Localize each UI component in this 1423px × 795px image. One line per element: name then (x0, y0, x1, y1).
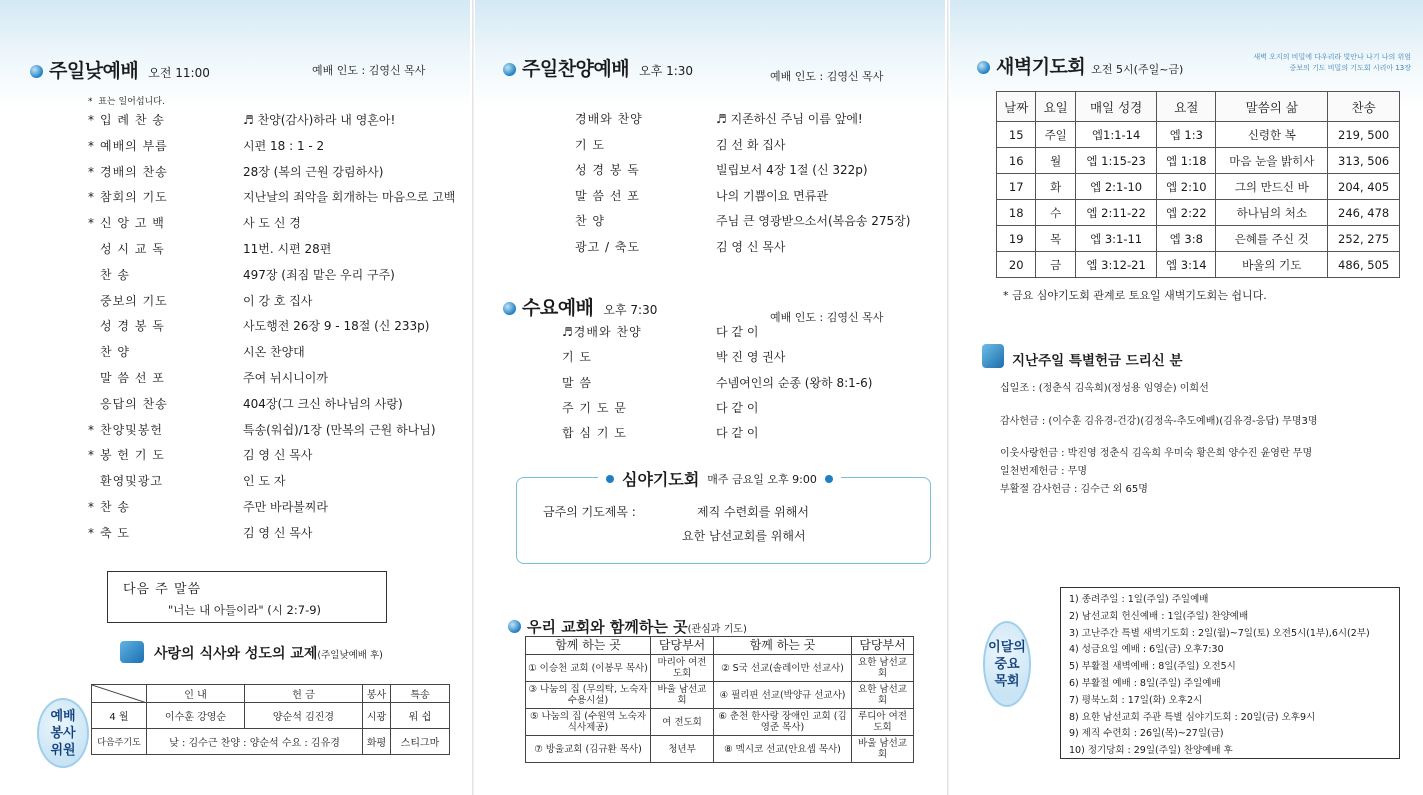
dawn-header-row: 날짜 요일 매일 성경 요절 말씀의 삶 찬송 (997, 92, 1400, 122)
grapes-icon (982, 344, 1004, 368)
standing-mark: * (88, 138, 94, 153)
order-label: 기 도 (562, 350, 592, 365)
order-value: 시편 18 : 1 - 2 (243, 138, 325, 153)
order-label: 예배의 부름 (100, 138, 168, 153)
order-value: 빌립보서 4장 1절 (신 322p) (716, 163, 868, 177)
partner-row (526, 655, 914, 682)
order-label: 중보의 기도 (100, 293, 168, 308)
order-label: 광고 / 축도 (575, 239, 641, 254)
bullet-icon (30, 65, 43, 78)
monthly-event-item: 6) 부활절 예배 : 8일(주일) 주일예배 (1069, 678, 1221, 689)
standing-mark: * (88, 525, 94, 540)
order-value: 사 도 신 경 (243, 216, 301, 231)
monthly-events-box (1060, 587, 1400, 759)
order-value: 404장(그 크신 하나님의 사랑) (243, 396, 403, 411)
order-label: 찬 송 (100, 500, 130, 514)
monthly-event-item: 7) 평북노회 : 17일(화) 오후2시 (1069, 694, 1203, 706)
order-label: 찬양및봉헌 (100, 422, 163, 437)
header-verse: 새벽 오지의 비밀에 다우리라 빛안나 나기 나의 위엄 중보의 기도 비밀의 기도회 시리아 13장 (1253, 53, 1411, 72)
order-value: 나의 기쁨이요 면류관 (716, 188, 828, 203)
servants-row: 4 월 이수훈 강영순 양순석 김진경 시광 워 쉽 (92, 703, 450, 729)
partner-row (526, 736, 914, 763)
servants-table (91, 684, 450, 755)
order-item (0, 423, 759, 443)
standing-mark: * (88, 448, 94, 463)
night-prayer-box: 금주의 기도제목 : 제직 수련회를 위해서 요한 남선교회를 위해서 (516, 477, 931, 564)
partner-cell: ④ 필리핀 선교(박양규 선교사) (714, 682, 852, 709)
dawn-cell: 486, 505 (1328, 252, 1400, 278)
order-value: 인 도 자 (243, 474, 286, 489)
order-value: 박 진 영 권사 (716, 350, 786, 365)
order-label: 주 기 도 문 (562, 400, 627, 415)
dawn-row (997, 226, 1400, 252)
partner-cell: ① 이승천 교회 (이봉무 목사) (526, 655, 651, 682)
order-item (0, 445, 470, 465)
servants-header-row: 인 내 헌 금 봉사 특송 (92, 685, 450, 703)
bullet-icon (503, 302, 516, 315)
standing-mark: * (88, 500, 94, 514)
header-wash-left (0, 0, 470, 110)
order-value: 주만 바라볼찌라 (243, 500, 328, 514)
dawn-cell: 엡 1:3 (1157, 122, 1216, 148)
dawn-cell: 엡 3:14 (1157, 252, 1216, 278)
order-label: 성 경 봉 독 (575, 163, 640, 177)
dawn-row (997, 122, 1400, 148)
partner-cell: ② S국 선교(솔레이만 선교사) (714, 655, 852, 682)
servants-row: 다음주기도 낮 : 김수근 찬양 : 양순석 수요 : 김유경 화평 스티그마 (92, 729, 450, 755)
offering-line: 십일조 : (정춘식 김옥희)(정성용 임영순) 이희선 (1000, 383, 1209, 394)
sunday-service-heading: 주일낮예배 오전 11:00 (30, 56, 210, 83)
order-item (0, 186, 828, 206)
dawn-cell: 수 (1036, 200, 1075, 226)
worship-servants-label: 예배 봉사 위원 (37, 698, 89, 768)
order-item (0, 322, 759, 342)
dawn-cell: 20 (997, 252, 1036, 278)
monthly-event-item: 8) 요한 남선교회 주관 특별 심야기도회 : 20일(금) 오후9시 (1069, 711, 1316, 723)
dawn-cell: 마음 눈을 밝히사 (1216, 148, 1328, 174)
partner-cell: 요한 남선교회 (852, 655, 914, 682)
diagonal-cell (92, 685, 147, 703)
dawn-cell: 엡 3:8 (1157, 226, 1216, 252)
order-label: 말 씀 선 포 (575, 188, 640, 203)
offering-line: 일천번제헌금 : 무명 (1000, 466, 1088, 477)
order-label: 찬 송 (100, 267, 130, 282)
order-label: 찬 양 (575, 214, 605, 228)
next-week-label: 다음 주 말씀 (123, 582, 202, 597)
partner-churches-heading: 우리 교회와 함께하는 곳 (관심과 기도) (508, 616, 747, 637)
bullet-icon (977, 61, 990, 74)
order-value: 사도행전 26장 9 - 18절 (신 233p) (243, 319, 430, 334)
dawn-cell: 그의 만드신 바 (1216, 174, 1328, 200)
next-week-verse: "너는 내 아들이라" (시 2:7-9) (168, 603, 322, 617)
partner-header-row: 함께 하는 곳 담당부서 함께 하는 곳 담당부서 (526, 637, 914, 655)
partner-cell: ③ 나눔의 집 (무의탁, 노숙자 수용시설) (526, 682, 651, 709)
partner-row (526, 682, 914, 709)
order-value: 28장 (복의 근원 강림하사) (243, 164, 384, 179)
dawn-prayer-heading: 새벽기도회 오전 5시(주일~금) (977, 52, 1183, 79)
partner-cell: 요한 남선교회 (852, 682, 914, 709)
service-leader: 예배 인도 : 김영신 목사 (770, 311, 884, 324)
order-value: 이 강 호 집사 (243, 293, 313, 308)
bullet-icon (503, 63, 516, 76)
order-value: 지난날의 죄악을 회개하는 마음으로 고백 (243, 190, 456, 205)
monthly-event-item: 2) 남선교회 헌신예배 : 1일(주일) 찬양예배 (1069, 610, 1249, 622)
dawn-cell: 금 (1036, 252, 1075, 278)
monthly-event-item: 9) 제직 수련회 : 26일(목)~27일(금) (1069, 728, 1224, 740)
dawn-cell: 219, 500 (1328, 122, 1400, 148)
monthly-event-item: 3) 고난주간 특별 새벽기도회 : 2일(월)~7일(토) 오전5시(1부),6시(2부) (1069, 627, 1370, 639)
bullet-icon (508, 620, 521, 633)
dawn-cell: 16 (997, 148, 1036, 174)
order-value: 수넴여인의 순종 (왕하 8:1-6) (716, 375, 873, 390)
order-label: 참회의 기도 (100, 190, 168, 205)
partner-cell: 여 전도회 (651, 709, 714, 736)
partner-cell: ⑦ 방울교회 (김규환 목사) (526, 736, 651, 763)
partner-cell: 루디아 여전도회 (852, 709, 914, 736)
order-label: 입 례 찬 송 (100, 113, 165, 127)
bullet-icon (825, 475, 833, 483)
dawn-cell: 252, 275 (1328, 226, 1400, 252)
standing-note: * 표는 일어섭니다. (88, 97, 165, 107)
dawn-note: * 금요 심야기도회 관계로 토요일 새벽기도회는 쉽니다. (1003, 289, 1267, 302)
dawn-row (997, 174, 1400, 200)
offering-line: 이웃사랑헌금 : 박진영 정춘식 김옥희 우미숙 황은희 양수진 윤영란 무명 (1000, 448, 1313, 459)
order-value: ♬ 찬양(감사)하라 내 영혼아! (243, 113, 396, 127)
dawn-cell: 엡1:1-14 (1075, 122, 1156, 148)
standing-mark: * (88, 216, 94, 231)
wednesday-service-heading: 수요예배 오후 7:30 (503, 293, 657, 320)
order-item (0, 135, 786, 155)
standing-mark: * (88, 422, 94, 437)
dawn-cell: 엡 2:10 (1157, 174, 1216, 200)
order-label: 신 앙 고 백 (100, 216, 165, 231)
standing-mark: * (88, 190, 94, 205)
dawn-cell: 목 (1036, 226, 1075, 252)
order-label: 경배의 찬송 (100, 164, 168, 179)
dawn-cell: 19 (997, 226, 1036, 252)
order-item (0, 398, 759, 418)
order-item (0, 347, 786, 367)
dawn-cell: 17 (997, 174, 1036, 200)
dawn-cell: 246, 478 (1328, 200, 1400, 226)
order-item (0, 523, 470, 543)
order-item (0, 291, 470, 311)
service-leader: 예배 인도 : 김영신 목사 (770, 70, 884, 83)
partner-row (526, 709, 914, 736)
offering-heading: 지난주일 특별헌금 드리신 분 (1012, 353, 1183, 369)
order-item (0, 497, 470, 517)
order-label: ♬경배와 찬양 (562, 325, 642, 339)
praise-service-heading: 주일찬양예배 오후 1:30 (503, 54, 693, 81)
order-value: 김 영 신 목사 (243, 525, 313, 540)
order-item (0, 109, 863, 129)
dawn-cell: 은혜를 주신 것 (1216, 226, 1328, 252)
order-item (0, 237, 786, 257)
order-value: 다 같 이 (716, 426, 759, 441)
partner-table-body (526, 655, 914, 763)
order-item (0, 211, 911, 231)
order-label: 봉 헌 기 도 (100, 448, 165, 463)
dawn-cell: 15 (997, 122, 1036, 148)
dawn-table-body (997, 122, 1400, 278)
partner-cell: 청년부 (651, 736, 714, 763)
order-label: 기 도 (575, 137, 605, 152)
order-label: 합 심 기 도 (562, 426, 627, 441)
order-value: 특송(워쉽)/1장 (만복의 근원 하나님) (243, 422, 436, 437)
partner-churches-table (525, 636, 914, 763)
dawn-row (997, 252, 1400, 278)
monthly-event-item: 5) 부활절 새벽예배 : 8일(주일) 오전5시 (1069, 661, 1236, 673)
order-item (0, 265, 470, 285)
next-week-word-box (107, 571, 387, 623)
partner-cell: ⑤ 나눔의 집 (수원역 노숙자 식사제공) (526, 709, 651, 736)
dawn-cell: 바울의 기도 (1216, 252, 1328, 278)
dawn-cell: 엡 3:1-11 (1075, 226, 1156, 252)
order-value: 497장 (죄짐 맡은 우리 구주) (243, 267, 395, 282)
order-label: 말 씀 (562, 375, 592, 390)
dawn-row (997, 200, 1400, 226)
offering-line: 부활절 감사헌금 : 김수근 외 65명 (1000, 484, 1148, 495)
order-label: 응답의 찬송 (100, 396, 168, 411)
monthly-event-item: 10) 정기당회 : 29일(주일) 찬양예배 후 (1069, 745, 1233, 757)
standing-mark: * (88, 113, 94, 127)
monthly-event-item: 1) 종려주일 : 1일(주일) 주일예배 (1069, 594, 1209, 605)
dawn-cell: 204, 405 (1328, 174, 1400, 200)
monthly-event-item: 4) 성금요일 예배 : 6일(금) 오후7:30 (1069, 644, 1224, 656)
order-value: 주여 뉘시니이까 (243, 371, 328, 385)
fold-line (472, 0, 474, 795)
dawn-cell: 주일 (1036, 122, 1075, 148)
order-item (0, 471, 470, 491)
standing-mark: * (88, 164, 94, 179)
order-value: 김 선 화 집사 (716, 137, 786, 152)
order-label: 찬 양 (100, 345, 130, 360)
order-value: 11번. 시편 28편 (243, 242, 332, 256)
service-leader: 예배 인도 : 김영신 목사 (312, 64, 426, 77)
partner-cell: ⑥ 춘천 한사랑 장애인 교회 (김영준 목사) (714, 709, 852, 736)
order-label: 성 경 봉 독 (100, 319, 165, 334)
order-value: 김 영 신 목사 (243, 448, 313, 463)
order-label: 환영및광고 (100, 474, 163, 489)
dawn-cell: 하나님의 처소 (1216, 200, 1328, 226)
dawn-cell: 엡 2:1-10 (1075, 174, 1156, 200)
offering-line: 감사헌금 : (이수훈 김유경-건강)(김정옥-추도예배)(김유경-응답) 무명3명 (1000, 416, 1318, 427)
dawn-prayer-table (996, 91, 1400, 278)
dawn-cell: 엡 1:15-23 (1075, 148, 1156, 174)
dawn-cell: 엡 2:22 (1157, 200, 1216, 226)
dawn-cell: 화 (1036, 174, 1075, 200)
order-value: 다 같 이 (716, 400, 759, 415)
partner-cell: 바울 남선교회 (852, 736, 914, 763)
order-label: 성 시 교 독 (100, 242, 165, 256)
monthly-events-label: 이달의 중요 목회 (983, 621, 1031, 707)
partner-cell: 마리아 여전도회 (651, 655, 714, 682)
partner-cell: ⑧ 멕시코 선교(안요셉 목사) (714, 736, 852, 763)
order-value: 시온 찬양대 (243, 345, 305, 360)
dawn-row (997, 148, 1400, 174)
fellowship-heading: 사랑의 식사와 성도의 교제 (주일낮예배 후) (154, 646, 383, 662)
order-label: 말 씀 선 포 (100, 371, 165, 385)
dawn-cell: 엡 2:11-22 (1075, 200, 1156, 226)
fellowship-icon (120, 641, 144, 663)
order-label: 경배와 찬양 (575, 112, 643, 126)
partner-cell: 바울 남선교회 (651, 682, 714, 709)
order-value: ♬ 지존하신 주님 이름 앞에! (716, 112, 863, 126)
order-value: 김 영 신 목사 (716, 239, 786, 254)
order-item (0, 373, 873, 393)
dawn-cell: 신령한 복 (1216, 122, 1328, 148)
dawn-cell: 엡 1:18 (1157, 148, 1216, 174)
order-item (0, 160, 868, 180)
dawn-cell: 엡 3:12-21 (1075, 252, 1156, 278)
bullet-icon (606, 475, 614, 483)
fold-line (947, 0, 949, 795)
dawn-cell: 월 (1036, 148, 1075, 174)
order-value: 주님 큰 영광받으소서(복음송 275장) (716, 214, 911, 228)
night-prayer-heading: 심야기도회 매주 금요일 오후 9:00 (598, 467, 841, 490)
order-value: 다 같 이 (716, 325, 759, 339)
dawn-cell: 18 (997, 200, 1036, 226)
dawn-cell: 313, 506 (1328, 148, 1400, 174)
order-label: 축 도 (100, 525, 130, 540)
